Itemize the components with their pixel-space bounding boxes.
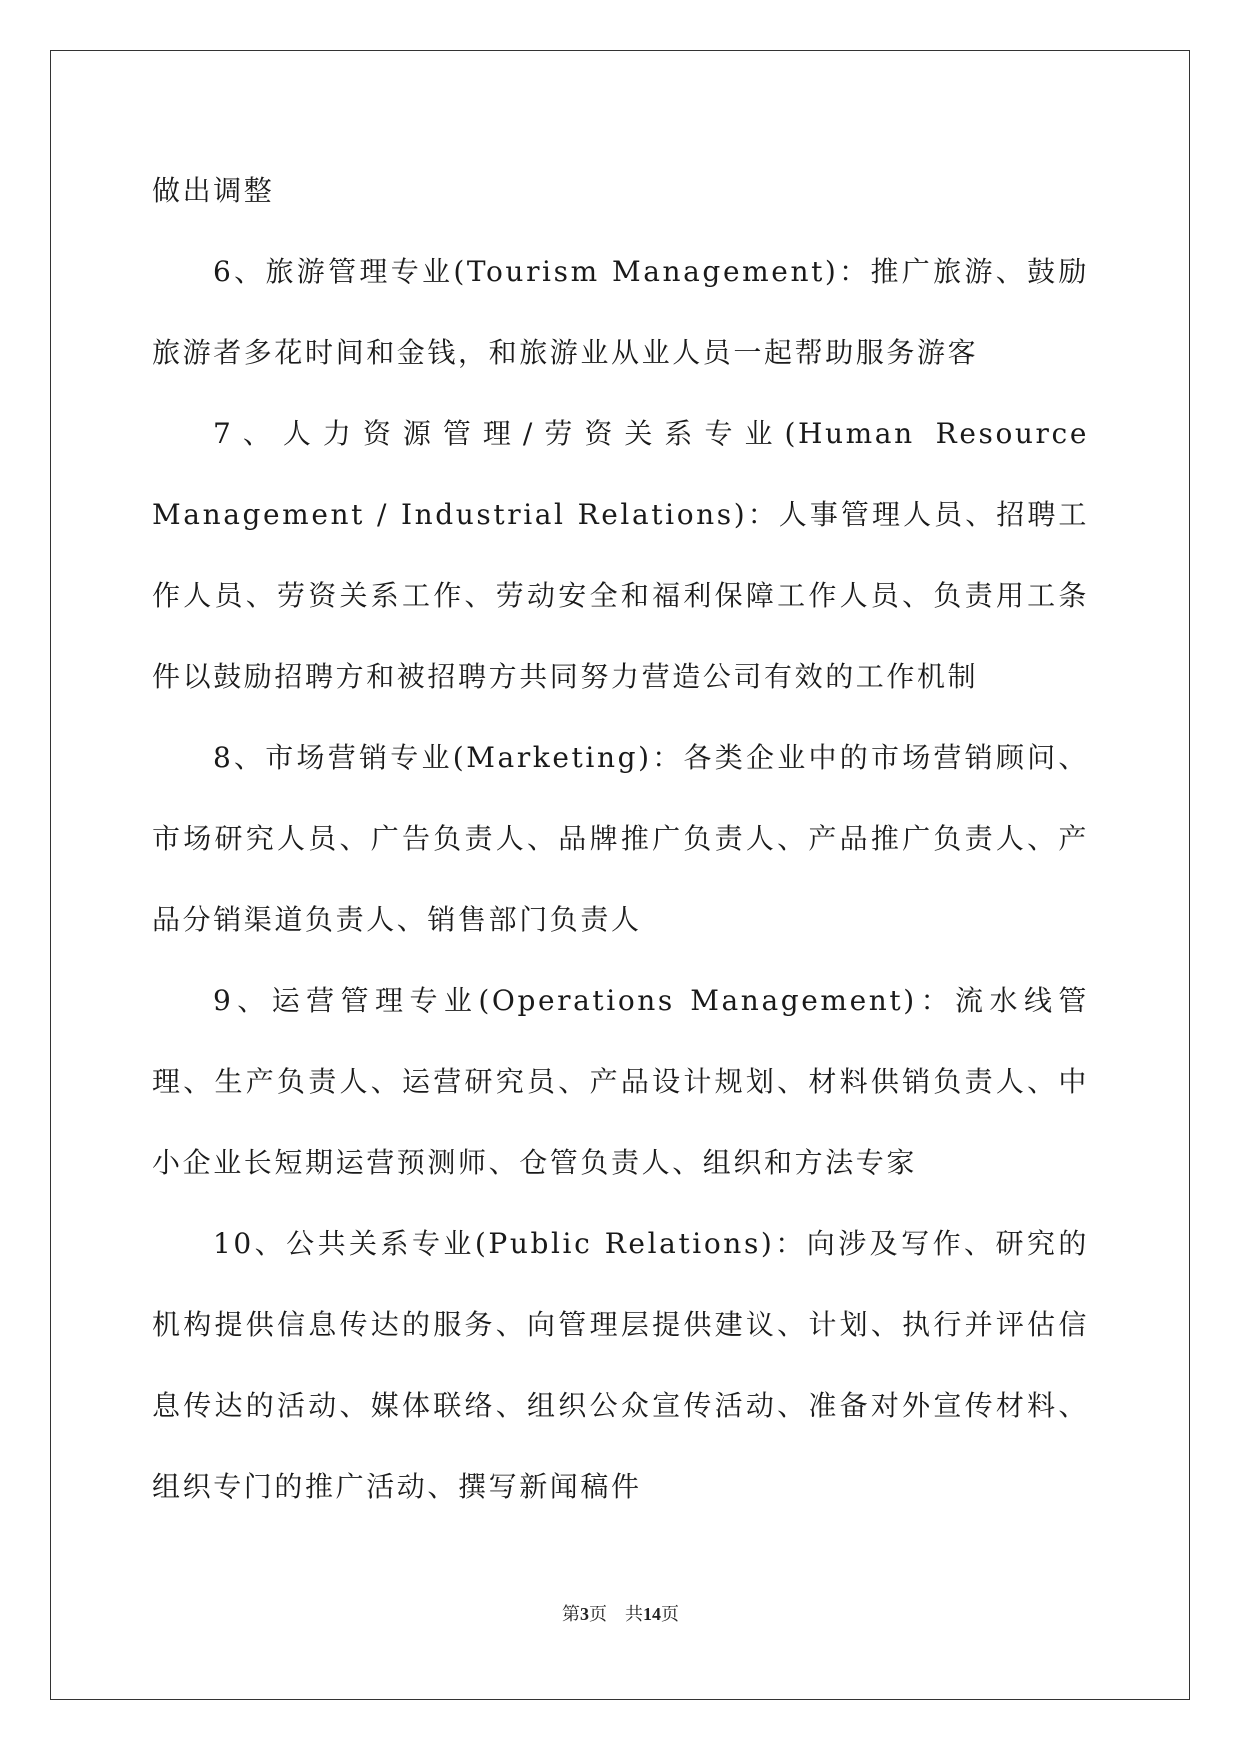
page-number-suffix: 页 xyxy=(589,1604,607,1624)
page-total-suffix: 页 xyxy=(661,1604,679,1624)
page-total: 14 xyxy=(643,1604,661,1624)
page-footer xyxy=(0,1600,1241,1626)
paragraph-human-resource-management: 7、人力资源管理/劳资关系专业(Human Resource Management / Industrial Relations)：人事管理人员、招聘工作人员、劳资关系工作、劳动安全和福利保障工作人员、负责用工条件以鼓励招聘方和被招聘方共同努力营造公司有效的工作机制 xyxy=(152,417,1089,693)
paragraph-tourism-management: 6、旅游管理专业(Tourism Management)：推广旅游、鼓励旅游者多花时间和金钱，和旅游业从业人员一起帮助服务游客 xyxy=(152,255,1089,369)
paragraph-operations-management: 9、运营管理专业(Operations Management)：流水线管理、生产负责人、运营研究员、产品设计规划、材料供销负责人、中小企业长短期运营预测师、仓管负责人、组织和方法专家 xyxy=(152,984,1089,1179)
page-total-prefix: 共 xyxy=(625,1604,643,1624)
page-number-current: 3 xyxy=(580,1604,589,1624)
paragraph-public-relations: 10、公共关系专业(Public Relations)：向涉及写作、研究的机构提供信息传达的服务、向管理层提供建议、计划、执行并评估信息传达的活动、媒体联络、组织公众宣传活动、准备对外宣传材料、组织专门的推广活动、撰写新闻稿件 xyxy=(152,1227,1089,1503)
paragraph-marketing: 8、市场营销专业(Marketing)：各类企业中的市场营销顾问、市场研究人员、广告负责人、品牌推广负责人、产品推广负责人、产品分销渠道负责人、销售部门负责人 xyxy=(152,741,1089,936)
paragraph-continuation: 做出调整 xyxy=(152,174,275,207)
page-number-prefix: 第 xyxy=(562,1604,580,1624)
document-body xyxy=(152,150,1089,1527)
